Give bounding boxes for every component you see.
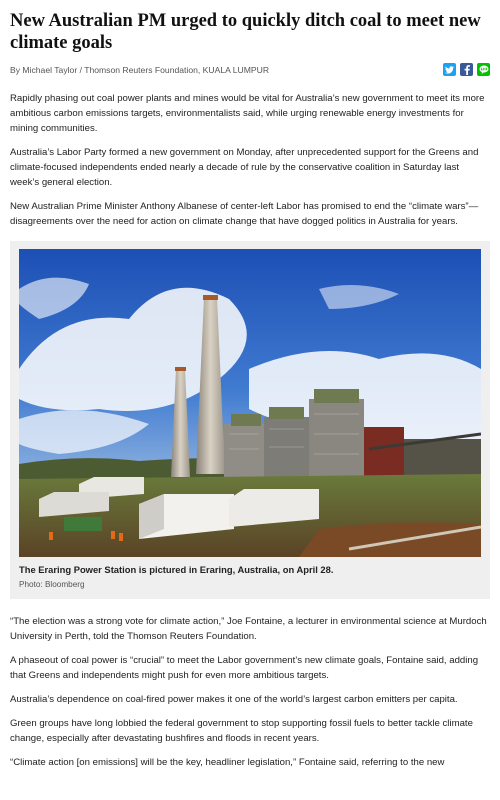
paragraph: Rapidly phasing out coal power plants and mines would be vital for Australia’s new government to meet its more ambitious carbon emissions targets, environmentalists said, while urging renewable energy investments for mining communities. bbox=[10, 93, 485, 134]
paragraph: A phaseout of coal power is “crucial” to meet the Labor government’s new climate goals, Fontaine said, adding that Greens and independents might push for even more ambitious targets. bbox=[10, 655, 479, 681]
photo-credit: Photo: Bloomberg bbox=[19, 580, 85, 589]
figure-caption: The Eraring Power Station is pictured in Eraring, Australia, on April 28. bbox=[19, 564, 334, 575]
byline-row bbox=[10, 63, 490, 76]
headline: New Australian PM urged to quickly ditch coal to meet new climate goals bbox=[10, 11, 481, 53]
byline: By Michael Taylor / Thomson Reuters Foundation, KUALA LUMPUR bbox=[10, 64, 270, 75]
paragraph: Australia’s Labor Party formed a new government on Monday, after unprecedented support for the Greens and climate-focused independents ended nearly a decade of rule by the conservative coalition in Saturday last week’s general election. bbox=[10, 147, 479, 188]
line-icon[interactable] bbox=[477, 63, 490, 76]
share-buttons bbox=[443, 63, 490, 76]
paragraph: “Climate action [on emissions] will be the key, headliner legislation,” Fontaine said, referring to the new bbox=[10, 757, 445, 768]
paragraph: Australia’s dependence on coal-fired power makes it one of the world’s largest carbon emitters per capita. bbox=[10, 694, 458, 705]
facebook-icon[interactable] bbox=[460, 63, 473, 76]
twitter-icon[interactable] bbox=[443, 63, 456, 76]
paragraph: “The election was a strong vote for climate action,” Joe Fontaine, a lecturer in environmental science at Murdoch University in Perth, told the Thomson Reuters Foundation. bbox=[10, 616, 487, 642]
paragraph: New Australian Prime Minister Anthony Albanese of center-left Labor has promised to end the “climate wars”— disagreements over the need for action on climate change that have dogged politics in Australia for years. bbox=[10, 201, 479, 227]
article-figure bbox=[10, 241, 490, 599]
power-station-photo bbox=[19, 249, 481, 557]
paragraph: Green groups have long lobbied the federal government to stop supporting fossil fuels to better tackle climate change, especially after devastating bushfires and floods in recent years. bbox=[10, 718, 473, 744]
